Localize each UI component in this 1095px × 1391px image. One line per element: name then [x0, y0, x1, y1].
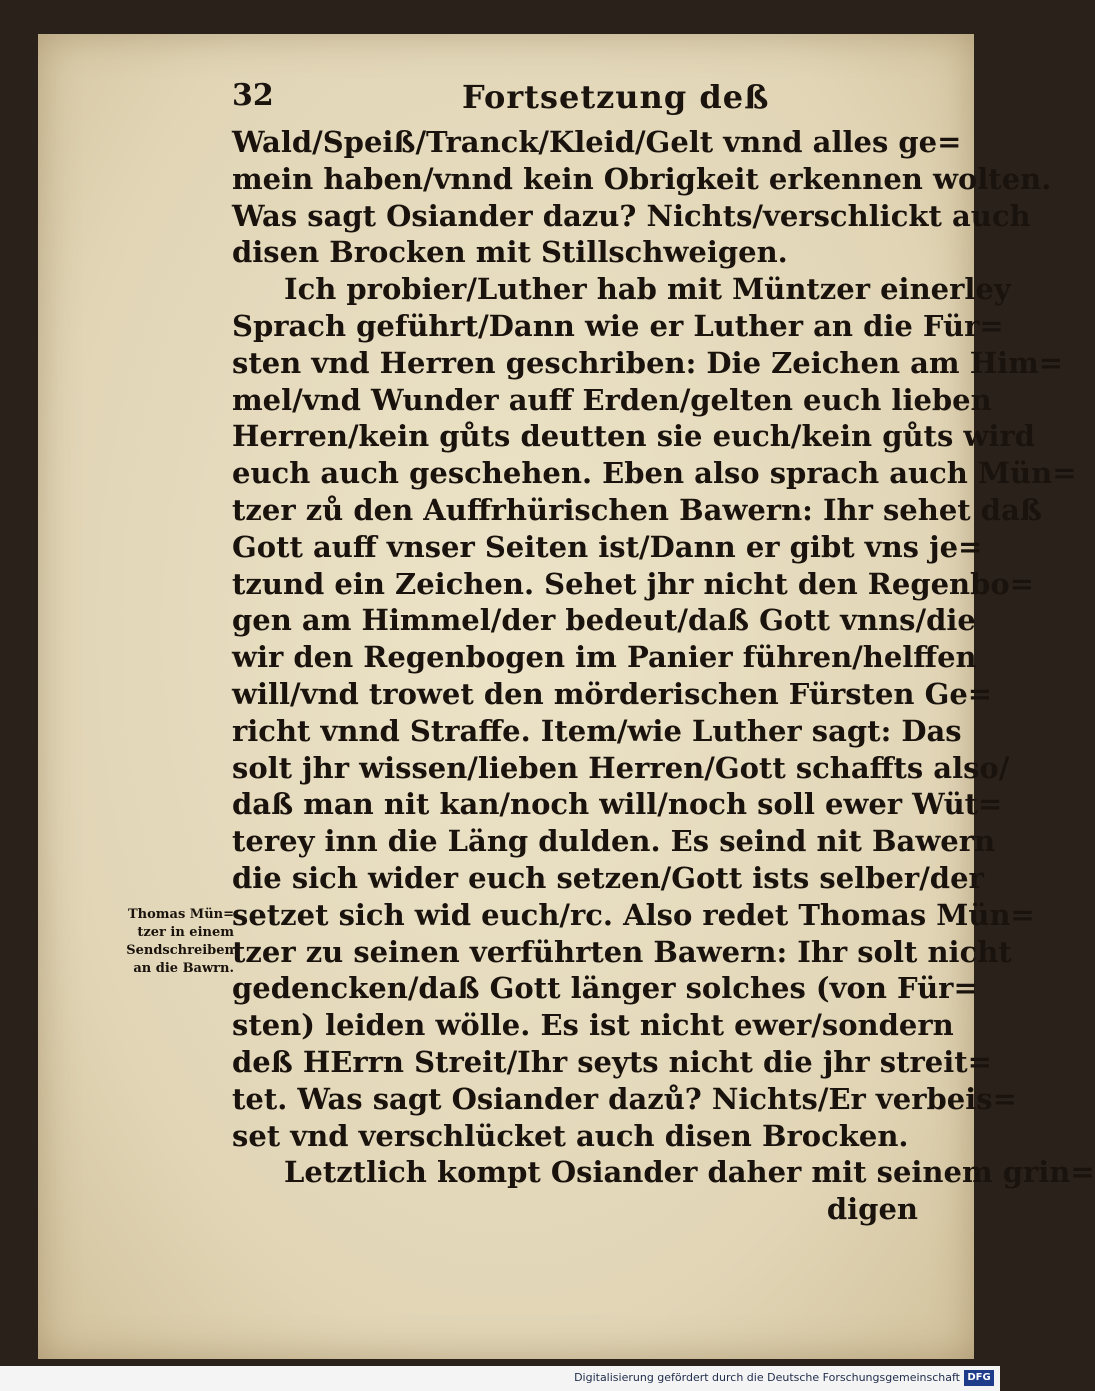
- text-line: sten vnd Herren geschriben: Die Zeichen am Him=: [232, 345, 1064, 380]
- text-line: Sprach geführt/Dann wie er Luther an die Für=: [232, 308, 1004, 343]
- text-line: sten) leiden wölle. Es ist nicht ewer/sondern: [232, 1008, 954, 1043]
- text-line: tzund ein Zeichen. Sehet jhr nicht den Regenbo=: [232, 566, 1035, 601]
- text-line: will/vnd trowet den mörderischen Fürsten Ge=: [232, 676, 993, 711]
- text-line: Was sagt Osiander dazu? Nichts/verschlickt auch: [232, 198, 1031, 233]
- marginal-note-line: tzer in einem: [137, 925, 234, 940]
- text-line: terey inn die Läng dulden. Es seind nit Bawern: [232, 824, 996, 859]
- text-line: mel/vnd Wunder auff Erden/gelten euch lieben: [232, 382, 992, 417]
- text-line: mein haben/vnnd kein Obrigkeit erkennen wolten.: [232, 161, 1052, 196]
- text-line: Ich probier/Luther hab mit Müntzer einerley: [284, 272, 1011, 307]
- marginal-note: [84, 906, 234, 978]
- text-line: gedencken/daß Gott länger solches (von Für=: [232, 971, 978, 1006]
- text-line: euch auch geschehen. Eben also sprach auch Mün=: [232, 456, 1077, 491]
- text-line: deß HErrn Streit/Ihr seyts nicht die jhr streit=: [232, 1044, 992, 1079]
- marginal-note-line: Sendschreiben: [126, 943, 234, 958]
- text-line: Letztlich kompt Osiander daher mit seinem grin=: [284, 1155, 1095, 1190]
- dfg-logo-icon: DFG: [964, 1370, 994, 1386]
- text-line: solt jhr wissen/lieben Herren/Gott schaffts also/: [232, 750, 1010, 785]
- text-line: disen Brocken mit Stillschweigen.: [232, 235, 788, 270]
- text-line: Gott auff vnser Seiten ist/Dann er gibt vns je=: [232, 529, 983, 564]
- text-line: tet. Was sagt Osiander dazů? Nichts/Er verbeis=: [232, 1081, 1017, 1116]
- body-text: [232, 124, 1095, 1228]
- page-number: 32: [232, 78, 274, 113]
- text-line: tzer zu seinen verführten Bawern: Ihr solt nicht: [232, 934, 1012, 969]
- catchword: digen: [826, 1192, 918, 1227]
- text-line: tzer zů den Auffrhürischen Bawern: Ihr sehet daß: [232, 492, 1042, 527]
- footer-credit: Digitalisierung gefördert durch die Deutsche Forschungsgemeinschaft: [574, 1371, 960, 1384]
- marginal-note-line: Thomas Mün=: [127, 907, 234, 922]
- running-head: Fortsetzung deß: [462, 78, 770, 116]
- text-line: gen am Himmel/der bedeut/daß Gott vnns/die: [232, 603, 976, 638]
- text-line: richt vnnd Straffe. Item/wie Luther sagt: Das: [232, 713, 962, 748]
- text-line: set vnd verschlücket auch disen Brocken.: [232, 1118, 909, 1153]
- text-line: wir den Regenbogen im Panier führen/helffen: [232, 640, 977, 675]
- text-line: die sich wider euch setzen/Gott ists selber/der: [232, 860, 984, 895]
- text-line: setzet sich wid euch/rc. Also redet Thomas Mün=: [232, 897, 1035, 932]
- text-line: daß man nit kan/noch will/noch soll ewer Wüt=: [232, 787, 1003, 822]
- text-line: Herren/kein gůts deutten sie euch/kein gůts wird: [232, 419, 1035, 454]
- text-line: Wald/Speiß/Tranck/Kleid/Gelt vnnd alles ge=: [232, 125, 962, 159]
- page-header: [232, 78, 912, 122]
- footer-bar: [0, 1366, 1000, 1391]
- marginal-note-line: an die Bawrn.: [133, 961, 234, 976]
